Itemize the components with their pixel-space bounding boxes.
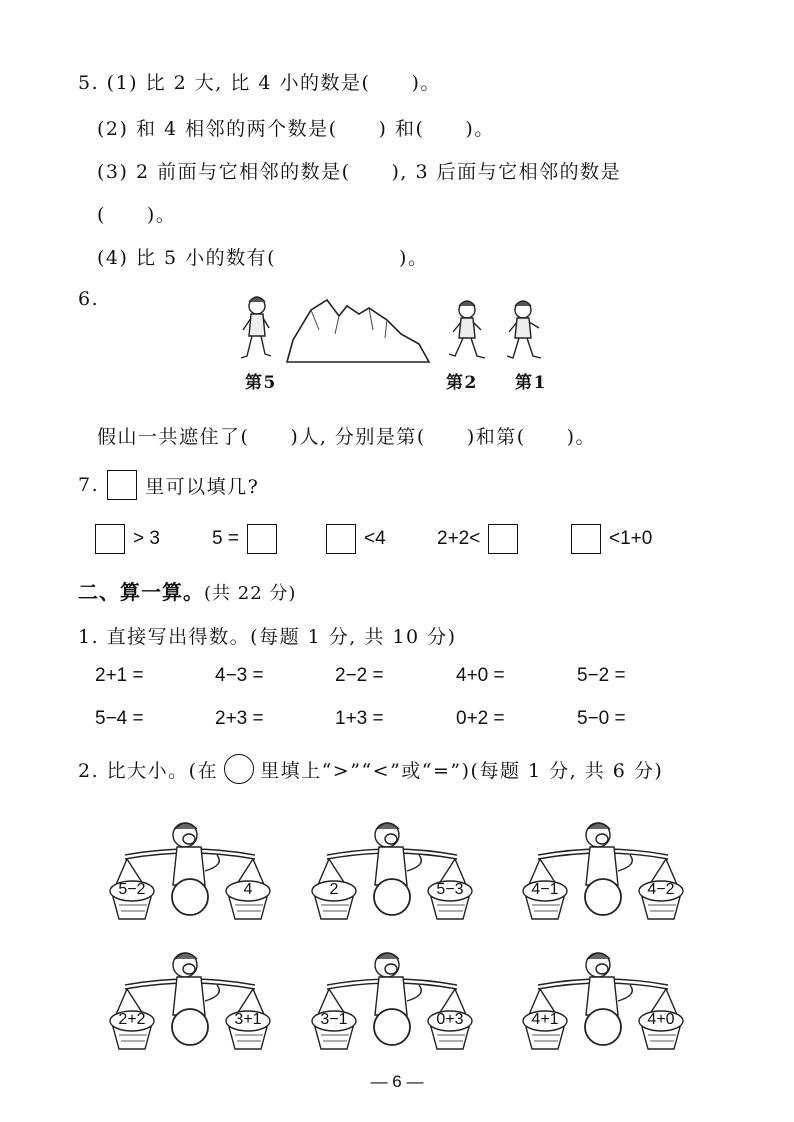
scale-left-expr: 5−2: [118, 881, 146, 898]
q5-line3: (3) 2 前面与它相邻的数是( ), 3 后面与它相邻的数是: [97, 161, 622, 183]
q7-prompt: 里可以填几?: [145, 475, 260, 498]
answer-box[interactable]: [488, 524, 518, 554]
calc1-r1-c2: 4−3 =: [215, 665, 264, 686]
compare-circle[interactable]: [374, 879, 410, 915]
answer-box[interactable]: [107, 470, 137, 500]
compare-circle[interactable]: [172, 879, 208, 915]
page-number: — 6 —: [370, 1072, 424, 1091]
scale-left-expr: 2: [329, 881, 339, 898]
answer-box[interactable]: [326, 524, 356, 554]
child-figure-5: [241, 297, 271, 358]
scale-right-expr: 3+1: [234, 1011, 262, 1028]
balance-scale: [307, 815, 477, 925]
q7-item-text: <4: [364, 528, 386, 549]
balance-scale: [518, 945, 688, 1055]
calc1-r2-c3: 1+3 =: [335, 708, 384, 729]
section-2-heading: [78, 576, 296, 605]
calc1-r2-c5: 5−0 =: [577, 708, 626, 729]
compare-circle[interactable]: [585, 1009, 621, 1045]
compare-circle[interactable]: [585, 879, 621, 915]
scale-right-expr: 4: [243, 881, 253, 898]
q6-label-2: 第2: [446, 373, 478, 393]
child-figure-1: [507, 301, 541, 358]
calc1-r2-c1: 5−4 =: [95, 708, 144, 729]
q7-item-text: 5 =: [212, 528, 239, 549]
q7-item-5: [571, 524, 652, 554]
q5-line1: 5. (1) 比 2 大, 比 4 小的数是( )。: [78, 72, 441, 94]
child-figure-2: [449, 301, 485, 358]
calc1-r1-c4: 4+0 =: [456, 665, 505, 686]
q7-number: 7.: [78, 474, 100, 496]
q7-item-3: [326, 524, 386, 554]
calc2-title: [78, 754, 663, 784]
balance-scale: [307, 945, 477, 1055]
calc1-r1-c1: 2+1 =: [95, 665, 144, 686]
scale-left-expr: 2+2: [118, 1011, 146, 1028]
answer-box[interactable]: [247, 524, 277, 554]
balance-scale: [105, 945, 275, 1055]
q6-label-5: 第5: [245, 373, 277, 393]
q6-illustration: [235, 290, 555, 370]
answer-box[interactable]: [571, 524, 601, 554]
q7-item-1: [95, 524, 160, 554]
scale-right-expr: 4−2: [647, 881, 675, 898]
q7-item-text: > 3: [133, 528, 160, 549]
rockery: [287, 300, 429, 362]
scale-right-expr: 5−3: [436, 881, 464, 898]
calc2-title-post: 里填上“>”“<”或“=”)(每题 1 分, 共 6 分): [260, 759, 664, 782]
q7-title: [78, 470, 259, 500]
balance-scale: [518, 815, 688, 925]
calc2-title-pre: 2. 比大小。(在: [78, 759, 219, 782]
scale-right-expr: 0+3: [436, 1011, 464, 1028]
scale-left-expr: 3−1: [320, 1011, 348, 1028]
q7-item-4: [437, 524, 518, 554]
q6-number: 6.: [78, 288, 100, 310]
q7-item-text: <1+0: [609, 528, 653, 549]
answer-box[interactable]: [95, 524, 125, 554]
q7-item-text: 2+2<: [437, 528, 481, 549]
section-2-points: (共 22 分): [204, 583, 297, 604]
balance-scale: [105, 815, 275, 925]
calc1-title: 1. 直接写出得数。(每题 1 分, 共 10 分): [78, 626, 457, 648]
compare-circle[interactable]: [172, 1009, 208, 1045]
q5-line4: ( )。: [97, 204, 177, 226]
scale-left-expr: 4+1: [531, 1011, 559, 1028]
q6-text: 假山一共遮住了( )人, 分别是第( )和第( )。: [97, 426, 597, 448]
calc1-r2-c2: 2+3 =: [215, 708, 264, 729]
circle-icon: [224, 754, 254, 784]
q5-line2: (2) 和 4 相邻的两个数是( ) 和( )。: [97, 118, 495, 140]
calc1-r1-c3: 2−2 =: [335, 665, 384, 686]
q6-label-1: 第1: [515, 373, 547, 393]
q7-item-2: [212, 524, 277, 554]
scale-left-expr: 4−1: [531, 881, 559, 898]
q5-line5: (4) 比 5 小的数有( )。: [97, 247, 429, 269]
compare-circle[interactable]: [374, 1009, 410, 1045]
calc1-r1-c5: 5−2 =: [577, 665, 626, 686]
section-2-title: 二、算一算。: [78, 580, 204, 604]
calc1-r2-c4: 0+2 =: [456, 708, 505, 729]
scale-right-expr: 4+0: [647, 1011, 675, 1028]
